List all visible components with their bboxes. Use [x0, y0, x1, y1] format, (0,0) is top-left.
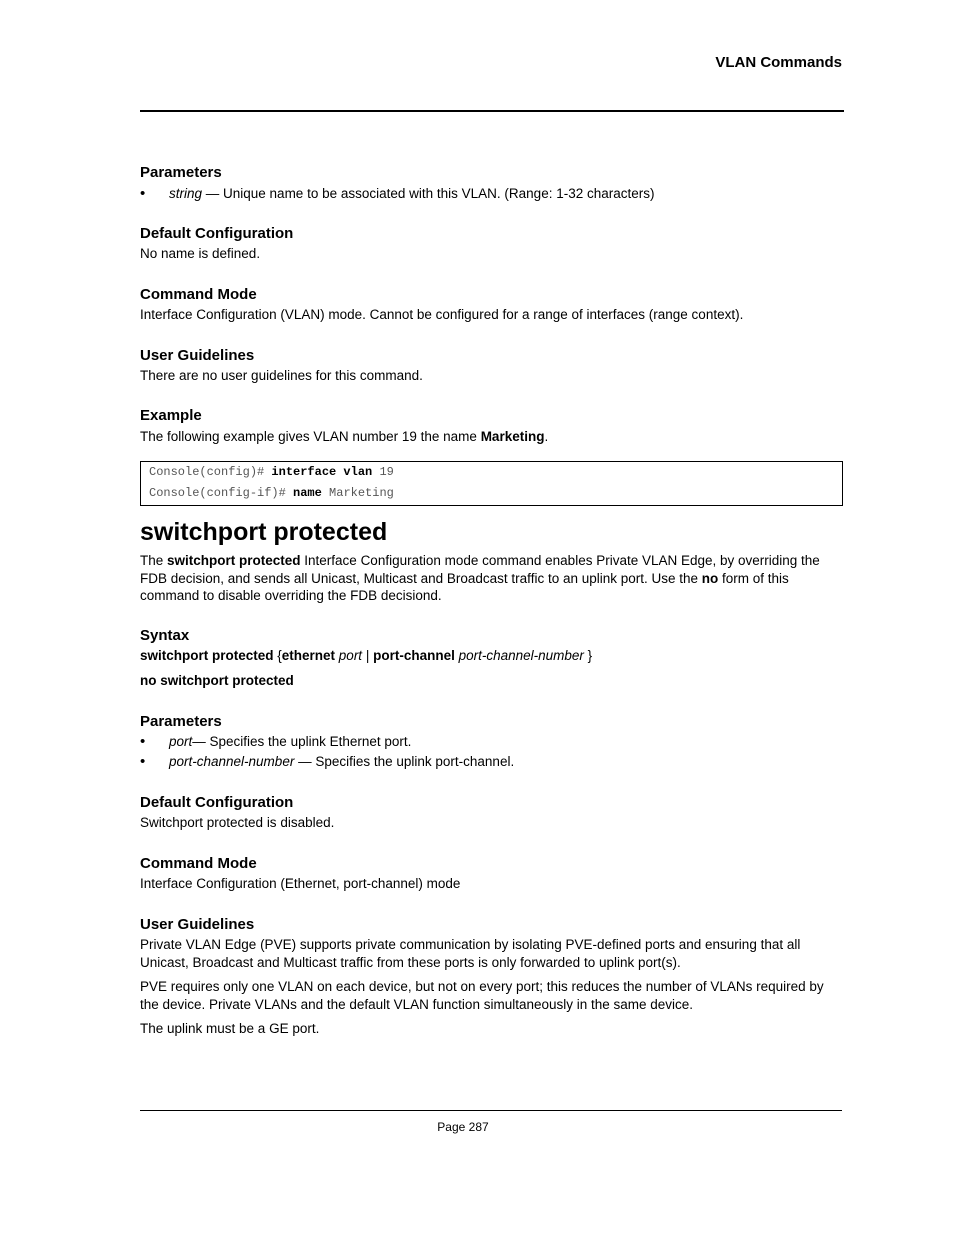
bullet-icon: •	[140, 753, 146, 770]
command-mode-text: Interface Configuration (Ethernet, port-channel) mode	[140, 876, 461, 891]
param-name: string	[169, 186, 203, 201]
user-guidelines-heading: User Guidelines	[140, 347, 255, 364]
parameters-heading: Parameters	[140, 164, 222, 181]
user-guidelines-heading: User Guidelines	[140, 916, 255, 933]
param-port-channel-item	[140, 753, 514, 770]
code-line	[149, 465, 394, 479]
default-config-text: Switchport protected is disabled.	[140, 815, 335, 830]
syntax-text: |	[362, 648, 374, 663]
bullet-icon: •	[140, 185, 146, 202]
user-guidelines-text: There are no user guidelines for this command.	[140, 368, 423, 383]
syntax-keyword: ethernet	[281, 648, 336, 663]
syntax-text: {	[273, 648, 282, 663]
default-config-heading: Default Configuration	[140, 225, 294, 242]
intro-text: Interface Configuration mode command enables Private VLAN Edge, by overriding the FDB decision, and sends all Unicast, Multicast and Broadcast traffic to an uplink port. Use the	[140, 553, 820, 586]
running-header: VLAN Commands	[715, 54, 842, 71]
syntax-heading: Syntax	[140, 627, 190, 644]
page-number: Page 287	[437, 1120, 489, 1134]
footer-rule	[140, 1110, 842, 1111]
command-intro	[140, 552, 845, 605]
example-heading: Example	[140, 407, 202, 424]
syntax-keyword: switchport protected	[140, 648, 274, 663]
param-name: port-channel-number	[169, 754, 295, 769]
code-command: interface vlan	[271, 465, 373, 479]
command-title: switchport protected	[140, 518, 388, 546]
code-argument: 19	[372, 465, 394, 479]
code-prompt: Console(config-if)#	[149, 486, 294, 500]
example-text	[140, 428, 845, 446]
code-line	[149, 486, 394, 500]
default-config-text: No name is defined.	[140, 246, 261, 261]
bullet-icon: •	[140, 733, 146, 750]
param-desc: — Unique name to be associated with this VLAN. (Range: 1-32 characters)	[202, 186, 655, 201]
intro-text: The	[140, 553, 168, 568]
code-example-box	[140, 461, 843, 506]
code-argument: Marketing	[321, 486, 394, 500]
command-mode-heading: Command Mode	[140, 855, 257, 872]
example-text-start: The following example gives VLAN number 19 the name	[140, 429, 481, 444]
parameters-heading: Parameters	[140, 713, 222, 730]
guideline-paragraph: Private VLAN Edge (PVE) supports private communication by isolating PVE-defined ports and ensuring that all Unicast, Broadcast and Multicast traffic from these ports is only forwarded to uplink port(s).	[140, 937, 801, 970]
param-string-item	[140, 185, 655, 202]
intro-command-name: switchport protected	[167, 553, 301, 568]
guideline-paragraph: PVE requires only one VLAN on each device, but not on every port; this reduces the number of VLANs required by the device. Private VLANs and the default VLAN function simultaneously in the same device.	[140, 979, 824, 1012]
param-name: port	[169, 734, 193, 749]
syntax-variable: port	[335, 648, 363, 663]
example-vlan-name: Marketing	[480, 429, 545, 444]
intro-no-keyword: no	[701, 570, 719, 586]
command-mode-text: Interface Configuration (VLAN) mode. Cannot be configured for a range of interfaces (range context).	[140, 307, 744, 322]
header-rule	[140, 110, 844, 112]
command-mode-heading: Command Mode	[140, 286, 257, 303]
param-port-item	[140, 733, 411, 750]
syntax-text: }	[583, 648, 593, 663]
example-text-end: .	[544, 429, 549, 444]
guideline-paragraph: The uplink must be a GE port.	[140, 1021, 320, 1036]
code-command: name	[293, 486, 322, 500]
syntax-no-line: no switchport protected	[140, 673, 294, 688]
param-desc: — Specifies the uplink Ethernet port.	[192, 734, 412, 749]
code-prompt: Console(config)#	[149, 465, 272, 479]
syntax-keyword: port-channel	[373, 648, 455, 663]
syntax-variable: port-channel-number	[454, 648, 584, 663]
intro-text: form of this command to disable overriding the FDB decisiond.	[140, 570, 789, 603]
syntax-line	[140, 647, 845, 665]
default-config-heading: Default Configuration	[140, 794, 294, 811]
param-desc: — Specifies the uplink port-channel.	[294, 754, 515, 769]
